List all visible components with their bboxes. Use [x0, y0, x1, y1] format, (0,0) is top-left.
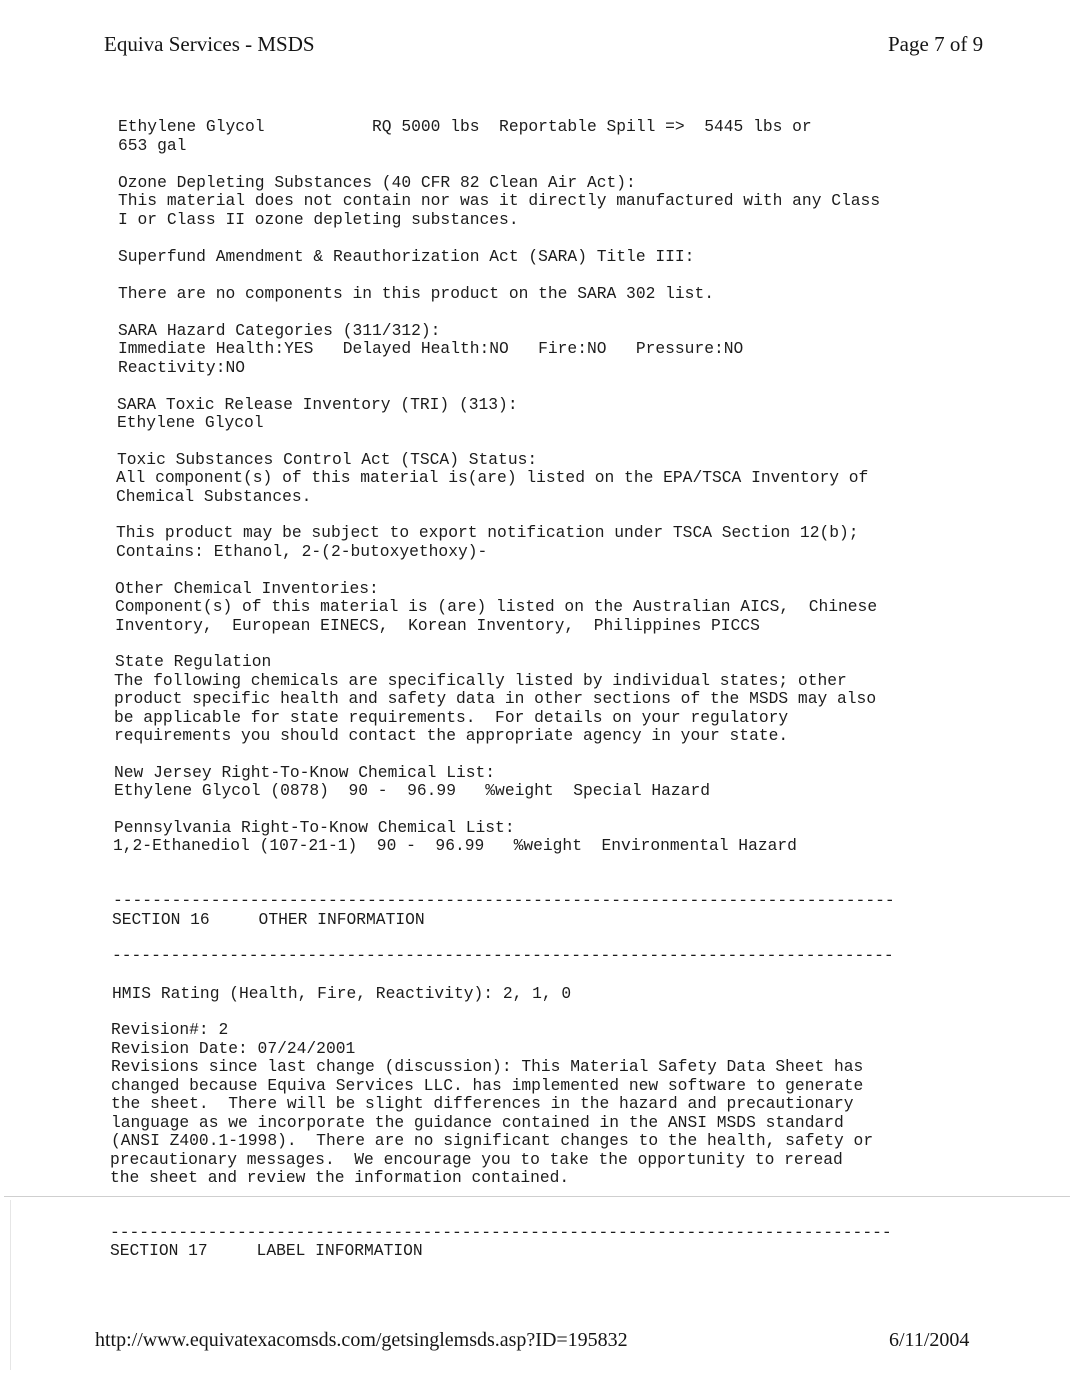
- state-regulation-line-2: product specific health and safety data in other sections of the MSDS may also: [114, 689, 877, 708]
- revision-line-6: precautionary messages. We encourage you to take the opportunity to reread: [110, 1150, 843, 1169]
- export-line-1: This product may be subject to export notification under TSCA Section 12(b);: [116, 523, 859, 542]
- nj-item: Ethylene Glycol (0878) 90 - 96.99 %weight Special Hazard: [114, 781, 710, 800]
- revision-line-1: Revisions since last change (discussion): This Material Safety Data Sheet has: [111, 1057, 864, 1076]
- revision-number: Revision#: 2: [111, 1020, 229, 1039]
- ozone-line-1: This material does not contain nor was it directly manufactured with any Class: [118, 191, 881, 210]
- revision-line-5: (ANSI Z400.1-1998). There are no significant changes to the health, safety or: [111, 1131, 874, 1150]
- eg-rq-line-1: Ethylene Glycol RQ 5000 lbs Reportable Spill => 5445 lbs or: [118, 117, 812, 136]
- section-16-heading: SECTION 16 OTHER INFORMATION: [112, 910, 425, 929]
- sara-302-line: There are no components in this product on the SARA 302 list.: [118, 284, 714, 303]
- page-break-rule: [4, 1196, 1070, 1197]
- scan-margin-line: [10, 1200, 11, 1370]
- tsca-line-1: All component(s) of this material is(are) listed on the EPA/TSCA Inventory of: [116, 468, 869, 487]
- pa-title: Pennsylvania Right-To-Know Chemical List:: [114, 818, 515, 837]
- other-inventories-line-1: Component(s) of this material is (are) listed on the Australian AICS, Chinese: [115, 597, 878, 616]
- revision-date: Revision Date: 07/24/2001: [111, 1039, 356, 1058]
- section-17-divider-top: --------------------------------------------------------------------------------: [110, 1223, 892, 1242]
- footer-date: 6/11/2004: [889, 1329, 970, 1351]
- tsca-title: Toxic Substances Control Act (TSCA) Status:: [117, 450, 538, 469]
- tri-item: Ethylene Glycol: [117, 413, 264, 432]
- ozone-title: Ozone Depleting Substances (40 CFR 82 Clean Air Act):: [118, 173, 636, 192]
- tri-title: SARA Toxic Release Inventory (TRI) (313):: [117, 395, 518, 414]
- revision-line-7: the sheet and review the information contained.: [110, 1168, 570, 1187]
- hmis-rating: HMIS Rating (Health, Fire, Reactivity): 2, 1, 0: [112, 984, 572, 1003]
- revision-line-3: the sheet. There will be slight differences in the hazard and precautionary: [111, 1094, 854, 1113]
- sara-title: Superfund Amendment & Reauthorization Act (SARA) Title III:: [118, 247, 695, 266]
- revision-line-4: language as we incorporate the guidance contained in the ANSI MSDS standard: [111, 1113, 844, 1132]
- state-regulation-line-4: requirements you should contact the appropriate agency in your state.: [114, 726, 789, 745]
- sara-hazard-line-2: Reactivity:NO: [118, 358, 246, 377]
- section-16-divider-top: --------------------------------------------------------------------------------: [113, 891, 895, 910]
- ozone-line-2: I or Class II ozone depleting substances.: [118, 210, 519, 229]
- page-number: Page 7 of 9: [888, 32, 984, 56]
- nj-title: New Jersey Right-To-Know Chemical List:: [114, 763, 496, 782]
- document-header-title: Equiva Services - MSDS: [104, 32, 315, 56]
- other-inventories-line-2: Inventory, European EINECS, Korean Inventory, Philippines PICCS: [115, 616, 760, 635]
- pa-item: 1,2-Ethanediol (107-21-1) 90 - 96.99 %weight Environmental Hazard: [113, 836, 797, 855]
- export-line-2: Contains: Ethanol, 2-(2-butoxyethoxy)-: [116, 542, 488, 561]
- sara-hazard-line-1: Immediate Health:YES Delayed Health:NO Fire:NO Pressure:NO: [118, 339, 744, 358]
- tsca-line-2: Chemical Substances.: [116, 487, 312, 506]
- state-regulation-line-1: The following chemicals are specifically listed by individual states; other: [114, 671, 847, 690]
- section-16-divider-bottom: --------------------------------------------------------------------------------: [112, 946, 894, 965]
- revision-line-2: changed because Equiva Services LLC. has implemented new software to generate: [111, 1076, 864, 1095]
- other-inventories-title: Other Chemical Inventories:: [115, 579, 379, 598]
- section-17-heading: SECTION 17 LABEL INFORMATION: [110, 1241, 423, 1260]
- footer-url: http://www.equivatexacomsds.com/getsinglemsds.asp?ID=195832: [95, 1329, 628, 1351]
- state-regulation-title: State Regulation: [115, 652, 272, 671]
- state-regulation-line-3: be applicable for state requirements. For details on your regulatory: [114, 708, 789, 727]
- sara-hazard-title: SARA Hazard Categories (311/312):: [118, 321, 441, 340]
- eg-rq-line-2: 653 gal: [118, 136, 187, 155]
